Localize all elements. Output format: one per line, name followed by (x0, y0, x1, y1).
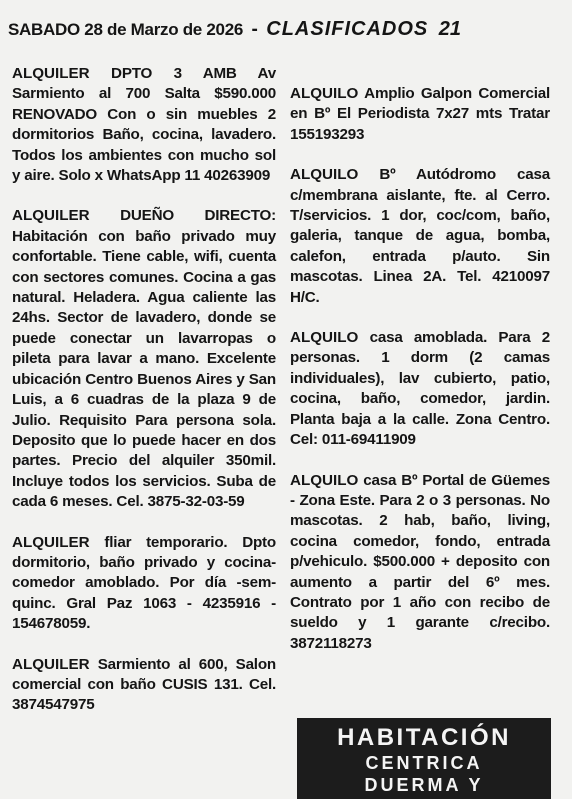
ad-keyword: ALQUILER (12, 207, 90, 225)
classified-ad-dpto-sarmiento (12, 64, 276, 186)
ad-body: Sarmiento al 600, Salon comercial con baño CUSIS 131. Cel. 3874547975 (12, 655, 276, 714)
ad-keyword: ALQUILO (290, 166, 359, 184)
right-column (290, 84, 550, 674)
banner-line-1: HABITACIÓN (337, 724, 511, 751)
header-separator: - (251, 19, 258, 40)
issue-date: SABADO 28 de Marzo de 2026 (8, 20, 244, 39)
ad-keyword: ALQUILO (290, 85, 359, 102)
section-title: CLASIFICADOS (266, 18, 429, 40)
ad-body: Bº Autódromo casa c/membrana aislante, fte. al Cerro. T/servicios. 1 dor, coc/com, baño, galeria, tanque de agua, bomba, calefon, entrada p/auto. Sin mascotas. Linea 2A. Tel. 4210097 H/C. (290, 166, 550, 306)
ad-keyword: ALQUILER (12, 533, 90, 551)
ad-body: fliar temporario. Dpto dormitorio, baño privado y cocina-comedor amoblado. Por día -sem- quinc. Gral Paz 1063 - 4235916 - 154678059. (12, 533, 276, 633)
ad-keyword: ALQUILO (290, 329, 359, 347)
page-number: 21 (438, 18, 461, 40)
classified-ad-dueno-directo (12, 206, 276, 512)
classified-ad-temporario (12, 533, 276, 635)
banner-line-2: CENTRICA (365, 753, 483, 773)
ad-keyword: ALQUILER (12, 65, 90, 82)
ad-body: casa amoblada. Para 2 personas. 1 dorm (2 camas individuales), lav cubierto, patio, cocina, baño, comedor, jardin. Planta baja a la calle. Zona Centro. Cel: 011-69411909 (290, 329, 550, 449)
ad-keyword: ALQUILO (290, 471, 359, 489)
left-column (12, 64, 276, 736)
banner-line-3: DUERMA Y (364, 775, 484, 795)
ad-body: DPTO 3 AMB Av Sarmiento al 700 Salta $590.000 RENOVADO Con o sin muebles 2 dormitorios Baño, cocina, lavadero. Todos los ambientes con mucho sol y aire. Solo x WhatsApp 11 40263909 (12, 65, 276, 185)
ad-keyword: ALQUILER (12, 655, 90, 673)
ad-body: DUEÑO DIRECTO: Habitación con baño privado muy confortable. Tiene cable, wifi, cuenta con sectores comunes. Cocina a gas natural. Heladera. Agua caliente las 24hs. Sector de lavadero, donde se puede conectar un lavarropas o pileta para lavar a mano. Excelente ubicación Centro Buenos Aires y San Luis, a 6 cuadras de la plaza 9 de Julio. Requisito Para persona sola. Deposito que lo puede hacer en dos partes. Precio del alquiler 350mil. Incluye todos los servicios. Suba de cada 6 meses. Cel. 3875-32-03-59 (12, 207, 276, 511)
classified-ad-salon-comercial (12, 655, 276, 716)
habitacion-banner-ad (297, 718, 551, 799)
ad-body: Amplio Galpon Comercial en Bº El Periodista 7x27 mts Tratar 155193293 (290, 85, 550, 143)
classified-ad-portal-guemes (290, 471, 550, 655)
page-header (8, 18, 568, 48)
ad-body: casa Bº Portal de Güemes - Zona Este. Para 2 o 3 personas. No mascotas. 2 hab, baño, living, cocina comedor, fondo, entrada p/vehiculo. $500.000 + deposito con aumento a partir del 6º mes. Contrato por 1 año con recibo de sueldo y 1 garante c/recibo. 3872118273 (290, 471, 550, 652)
classified-ad-galpon (290, 84, 550, 145)
classified-ad-casa-amoblada (290, 328, 550, 450)
classified-ad-autodromo (290, 165, 550, 308)
